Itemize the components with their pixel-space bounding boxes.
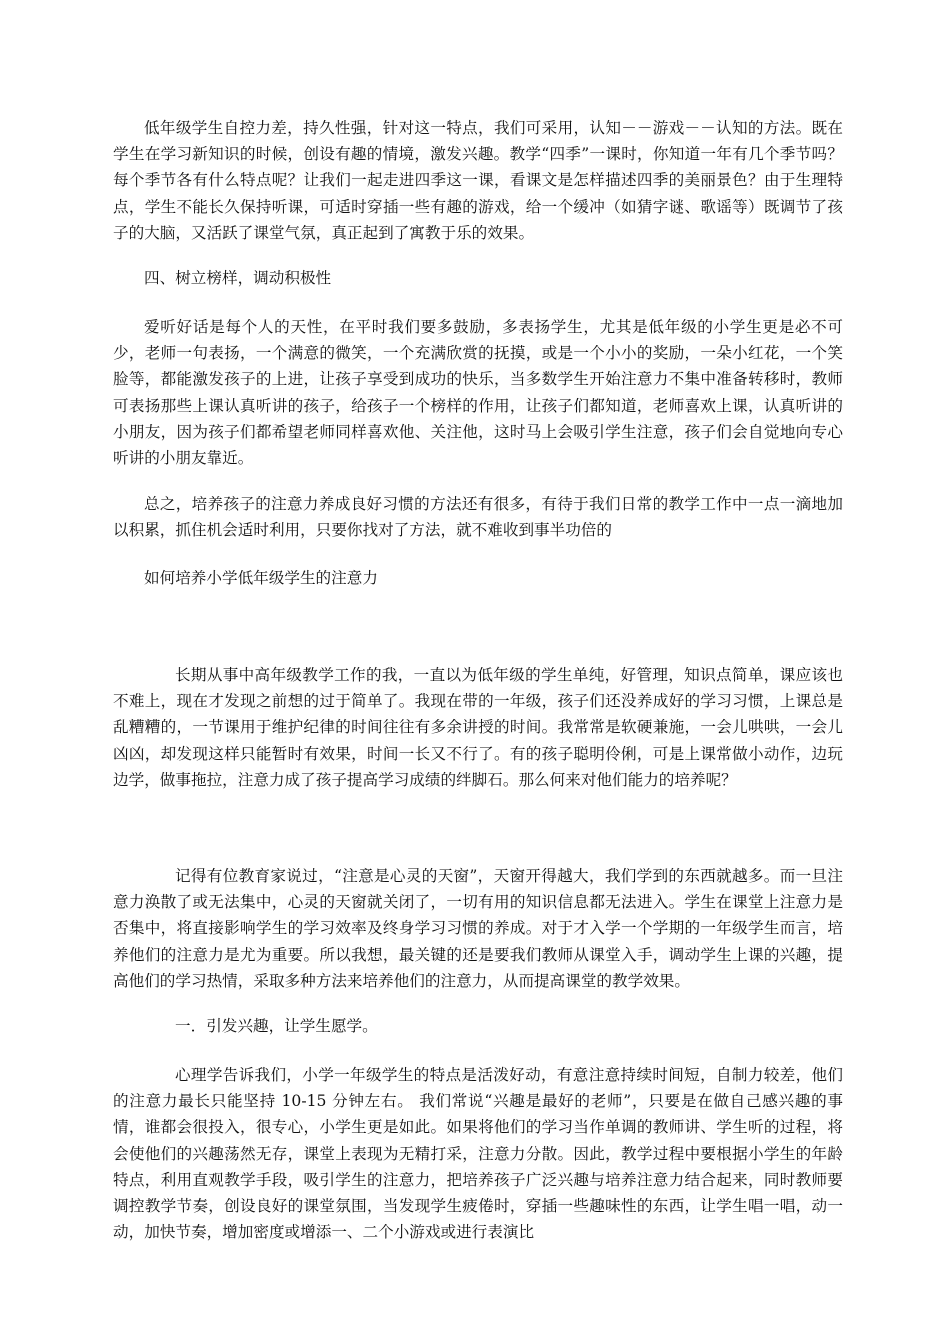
paragraph-game-method: 低年级学生自控力差，持久性强，针对这一特点，我们可采用，认知－－游戏－－认知的方法。既在学生在学习新知识的时候，创设有趣的情境，激发兴趣。教学“四季”一课时，你知道一年有几个季节吗？每个季节各有什么特点呢？让我们一起走进四季这一课，看课文是怎样描述四季的美丽景色？由于生理特点，学生不能长久保持听课，可适时穿插一些有趣的游戏，给一个缓冲（如猜字谜、歌谣等）既调节了孩子的大脑，又活跃了课堂气氛，真正起到了寓教于乐的效果。 bbox=[113, 119, 843, 242]
paragraph-psychology: 心理学告诉我们，小学一年级学生的特点是活泼好动，有意注意持续时间短，自制力较差，他们的注意力最长只能坚持 10-15 分钟左右。 我们常说“兴趣是最好的老师”，只要是在做自己感兴趣的事情，谁都会很投入，很专心，小学生更是如此。如果将他们的学习当作单调的教师讲、学生听的过程，将会使他们的兴趣荡然无存，课堂上表现为无精打采，注意力分散。因此，教学过程中要根据小学生的年龄特点，利用直观教学手段，吸引学生的注意力，把培养孩子广泛兴趣与培养注意力结合起来，同时教师要调控教学节奏，创设良好的课堂氛围，当发现学生疲倦时，穿插一些趣味性的东西，让学生唱一唱，动一动，加快节奏，增加密度或增添一、二个小游戏或进行表演比 bbox=[113, 1066, 843, 1242]
paragraph-introduction: 长期从事中高年级教学工作的我，一直以为低年级的学生单纯，好管理，知识点简单，课应该也不难上，现在才发现之前想的过于简单了。我现在带的一年级，孩子们还没养成好的学习习惯，上课总是乱糟糟的，一节课用于维护纪律的时间往往有多余讲授的时间。我常常是软硬兼施，一会儿哄哄，一会儿凶凶，却发现这样只能暂时有效果，时间一长又不行了。有的孩子聪明伶俐，可是上课常做小动作，边玩边学，做事拖拉，注意力成了孩子提高学习成绩的绊脚石。那么何来对他们能力的培养呢？ bbox=[113, 666, 843, 789]
paragraph-conclusion: 总之，培养孩子的注意力养成良好习惯的方法还有很多，有待于我们日常的教学工作中一点一滴地加以积累，抓住机会适时利用，只要你找对了方法，就不难收到事半功倍的 bbox=[113, 495, 843, 540]
article-title: 如何培养小学低年级学生的注意力 bbox=[144, 569, 378, 587]
section-heading-interest: 一．引发兴趣，让学生愿学。 bbox=[175, 1017, 378, 1035]
section-heading-role-models: 四、树立榜样，调动积极性 bbox=[144, 269, 332, 287]
paragraph-attention-window: 记得有位教育家说过，“注意是心灵的天窗”，天窗开得越大，我们学到的东西就越多。而一旦注意力涣散了或无法集中，心灵的天窗就关闭了，一切有用的知识信息都无法进入。学生在课堂上注意力是否集中，将直接影响学生的学习效率及终身学习习惯的养成。对于才入学一个学期的一年级学生而言，培养他们的注意力是尤为重要。所以我想，最关键的还是要我们教师从课堂入手，调动学生上课的兴趣，提高他们的学习热情，采取多种方法来培养他们的注意力，从而提高课堂的教学效果。 bbox=[113, 867, 843, 990]
paragraph-praise: 爱听好话是每个人的天性，在平时我们要多鼓励，多表扬学生，尤其是低年级的小学生更是必不可少，老师一句表扬，一个满意的微笑，一个充满欣赏的抚摸，或是一个小小的奖励，一朵小红花，一个笑脸等，都能激发孩子的上进，让孩子享受到成功的快乐，当多数学生开始注意力不集中准备转移时，教师可表扬那些上课认真听讲的孩子，给孩子一个榜样的作用，让孩子们都知道，老师喜欢上课，认真听讲的小朋友，因为孩子们都希望老师同样喜欢他、关注他，这时马上会吸引学生注意，孩子们会自觉地向专心听讲的小朋友靠近。 bbox=[113, 318, 843, 468]
